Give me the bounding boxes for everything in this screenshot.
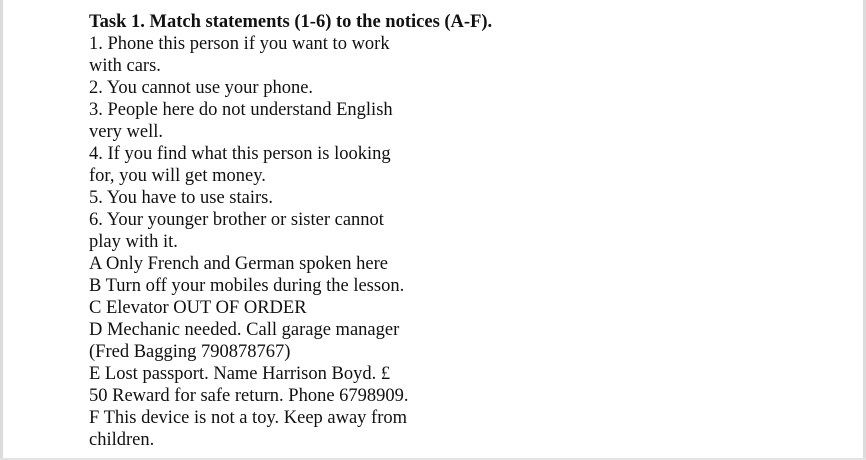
page-left-edge xyxy=(0,0,3,460)
notice-d-line-2: (Fred Bagging 790878767) xyxy=(89,342,291,362)
statement-5: 5. You have to use stairs. xyxy=(89,188,273,208)
statement-3-line-1: 3. People here do not understand English xyxy=(89,100,393,120)
notice-c: C Elevator OUT OF ORDER xyxy=(89,298,307,318)
statement-1-line-2: with cars. xyxy=(89,56,161,76)
statement-3-line-2: very well. xyxy=(89,122,163,142)
notice-f-line-2: children. xyxy=(89,430,155,450)
statement-4-line-2: for, you will get money. xyxy=(89,166,266,186)
statement-1-line-1: 1. Phone this person if you want to work xyxy=(89,34,390,54)
notice-a: A Only French and German spoken here xyxy=(89,254,388,274)
statement-6-line-2: play with it. xyxy=(89,232,178,252)
notice-b: B Turn off your mobiles during the lesson. xyxy=(89,276,405,296)
statement-4-line-1: 4. If you find what this person is looking xyxy=(89,144,391,164)
task-title: Task 1. Match statements (1-6) to the notices (A-F). xyxy=(89,12,493,32)
notice-d-line-1: D Mechanic needed. Call garage manager xyxy=(89,320,400,340)
task-content xyxy=(89,11,529,451)
notice-e-line-1: E Lost passport. Name Harrison Boyd. £ xyxy=(89,364,391,384)
notice-f-line-1: F This device is not a toy. Keep away from xyxy=(89,408,408,428)
notice-e-line-2: 50 Reward for safe return. Phone 6798909. xyxy=(89,386,409,406)
statement-6-line-1: 6. Your younger brother or sister cannot xyxy=(89,210,384,230)
statement-2: 2. You cannot use your phone. xyxy=(89,78,314,98)
